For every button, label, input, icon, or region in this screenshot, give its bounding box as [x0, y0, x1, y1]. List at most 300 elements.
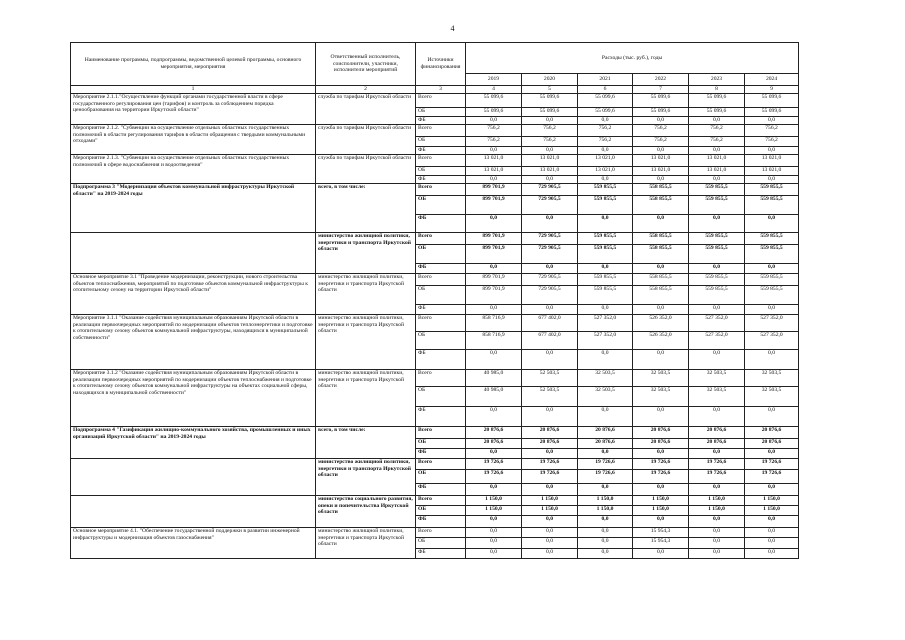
row-value: 0,0: [466, 528, 522, 538]
row-value: 32 503,5: [745, 387, 799, 407]
row-value: 899 701,9: [466, 184, 522, 196]
row-value: 0,0: [745, 215, 799, 233]
row-value: 20 876,6: [745, 439, 799, 449]
row-value: 13 021,0: [745, 155, 799, 167]
row-value: 0,0: [689, 176, 745, 184]
row-value: 0,0: [689, 549, 745, 559]
row-source: ФБ: [416, 516, 466, 528]
row-source: ФБ: [416, 305, 466, 315]
row-value: 20 876,6: [689, 427, 745, 439]
header-expenses: Расходы (тыс. руб.), годы: [466, 43, 799, 74]
row-value: 0,0: [522, 215, 578, 233]
row-value: 40 985,0: [466, 387, 522, 407]
row-value: 0,0: [745, 449, 799, 459]
row-value: 0,0: [689, 117, 745, 125]
row-value: 1 150,0: [689, 496, 745, 506]
row-value: 0,0: [689, 407, 745, 427]
table-row: [71, 274, 799, 286]
row-value: 558 855,5: [633, 196, 689, 215]
column-number: 9: [745, 86, 799, 94]
row-value: 19 726,6: [745, 459, 799, 470]
row-source: ФБ: [416, 147, 466, 155]
row-source: ОБ: [416, 439, 466, 449]
row-value: 0,0: [745, 528, 799, 538]
row-value: 899 701,9: [466, 274, 522, 286]
table-row: [71, 233, 799, 245]
row-value: 756,2: [689, 137, 745, 147]
row-value: 19 726,6: [633, 459, 689, 470]
row-executor: министерство жилищной политики, энергетики и транспорта Иркутской области: [316, 528, 416, 559]
row-value: 20 876,6: [578, 439, 633, 449]
row-value: 55 099,6: [578, 94, 633, 108]
row-value: 559 855,5: [689, 274, 745, 286]
header-name: Наименование программы, подпрограммы, ведомственной целевой программы, основного мероприятия, мероприятия: [71, 43, 316, 86]
row-name: Основное мероприятие 3.1 "Проведение модернизации, реконструкции, нового строительства объектов теплоснабжения, мероприятий по подготовке объектов коммунальной инфраструктуры к отопительному сезону на территории Иркутской области": [71, 274, 316, 315]
page-number: 4: [450, 24, 455, 33]
row-value: 55 099,6: [633, 94, 689, 108]
row-executor: служба по тарифам Иркутской области: [316, 94, 416, 125]
row-value: 559 855,5: [578, 245, 633, 264]
row-source: ОБ: [416, 506, 466, 516]
row-value: 0,0: [466, 176, 522, 184]
row-source: ОБ: [416, 167, 466, 176]
row-value: 0,0: [689, 449, 745, 459]
budget-table: [70, 42, 799, 559]
row-value: 55 099,6: [633, 108, 689, 117]
row-value: 19 726,6: [745, 470, 799, 484]
row-value: 0,0: [633, 549, 689, 559]
row-value: 0,0: [633, 516, 689, 528]
row-value: 19 726,6: [522, 470, 578, 484]
row-value: 55 099,6: [578, 108, 633, 117]
row-value: 13 021,0: [745, 167, 799, 176]
row-value: 756,2: [578, 125, 633, 137]
header-year: 2020: [522, 74, 578, 86]
row-value: 0,0: [578, 407, 633, 427]
header-year: 2019: [466, 74, 522, 86]
row-value: 13 021,0: [689, 155, 745, 167]
header-year: 2024: [745, 74, 799, 86]
row-source: ФБ: [416, 117, 466, 125]
row-executor: всего, в том числе:: [316, 184, 416, 233]
row-source: ФБ: [416, 484, 466, 496]
row-value: 1 150,0: [466, 506, 522, 516]
table-row: [71, 184, 799, 196]
row-value: 0,0: [745, 176, 799, 184]
row-value: 0,0: [633, 117, 689, 125]
row-source: Всего: [416, 233, 466, 245]
row-value: 756,2: [633, 125, 689, 137]
row-value: 899 701,9: [466, 245, 522, 264]
row-value: 0,0: [689, 264, 745, 274]
row-executor: министерство жилищной политики, энергетики и транспорта Иркутской области: [316, 459, 416, 496]
row-value: 559 855,5: [745, 274, 799, 286]
row-value: 0,0: [522, 350, 578, 370]
row-value: 0,0: [745, 264, 799, 274]
row-value: 1 150,0: [466, 496, 522, 506]
row-value: 0,0: [522, 538, 578, 549]
row-value: 527 352,0: [745, 315, 799, 332]
row-value: 527 352,0: [578, 332, 633, 350]
row-value: 0,0: [466, 305, 522, 315]
row-value: 0,0: [633, 484, 689, 496]
row-value: 0,0: [522, 449, 578, 459]
row-value: 0,0: [689, 538, 745, 549]
row-source: ОБ: [416, 108, 466, 117]
row-value: 13 021,0: [578, 155, 633, 167]
row-value: 559 855,5: [745, 184, 799, 196]
row-executor: министерство жилищной политики, энергетики и транспорта Иркутской области: [316, 315, 416, 370]
row-value: 15 954,3: [633, 528, 689, 538]
row-value: 0,0: [578, 516, 633, 528]
row-value: 0,0: [578, 305, 633, 315]
row-value: 19 726,6: [689, 470, 745, 484]
row-name: [71, 233, 316, 274]
row-source: ОБ: [416, 137, 466, 147]
row-value: 559 855,5: [745, 233, 799, 245]
column-number: 1: [71, 86, 316, 94]
row-value: 0,0: [522, 117, 578, 125]
row-value: 559 855,5: [745, 286, 799, 305]
row-value: 32 503,5: [633, 370, 689, 387]
row-value: 1 150,0: [633, 506, 689, 516]
row-value: 0,0: [466, 407, 522, 427]
row-value: 19 726,6: [689, 459, 745, 470]
row-source: Всего: [416, 528, 466, 538]
row-value: 0,0: [633, 407, 689, 427]
row-source: ФБ: [416, 215, 466, 233]
row-value: 20 876,6: [578, 427, 633, 439]
row-name: Мероприятие 3.1.1 "Оказание содействия муниципальным образованиям Иркутской области в реализации первоочередных мероприятий по модернизации объектов теплоэнергетики и подготовке к отопительному сезону объектов коммунальной инфраструктуры, находящихся в муниципальной собственности": [71, 315, 316, 370]
row-value: 527 352,0: [745, 332, 799, 350]
row-value: 19 726,6: [466, 470, 522, 484]
row-value: 0,0: [578, 176, 633, 184]
table-row: [71, 370, 799, 387]
row-value: 0,0: [466, 117, 522, 125]
table-row: [71, 427, 799, 439]
row-value: 729 905,5: [522, 233, 578, 245]
row-executor: служба по тарифам Иркутской области: [316, 155, 416, 184]
table-row: [71, 315, 799, 332]
row-value: 526 352,0: [633, 332, 689, 350]
row-value: 0,0: [633, 350, 689, 370]
row-source: ОБ: [416, 470, 466, 484]
row-name: [71, 459, 316, 496]
row-value: 729 905,5: [522, 184, 578, 196]
row-value: 0,0: [689, 516, 745, 528]
row-executor: всего, в том числе:: [316, 427, 416, 459]
header-year: 2023: [689, 74, 745, 86]
row-value: 0,0: [522, 528, 578, 538]
row-value: 0,0: [633, 215, 689, 233]
row-value: 20 876,6: [522, 439, 578, 449]
row-value: 527 352,0: [689, 332, 745, 350]
row-value: 0,0: [689, 305, 745, 315]
row-value: 20 876,6: [466, 427, 522, 439]
row-value: 559 855,5: [578, 184, 633, 196]
row-value: 0,0: [522, 264, 578, 274]
row-value: 756,2: [522, 137, 578, 147]
column-number: 5: [522, 86, 578, 94]
row-value: 0,0: [745, 407, 799, 427]
row-value: 559 855,5: [578, 233, 633, 245]
row-value: 0,0: [745, 147, 799, 155]
row-value: 899 701,9: [466, 233, 522, 245]
row-value: 0,0: [466, 449, 522, 459]
row-source: ФБ: [416, 264, 466, 274]
row-value: 20 876,6: [745, 427, 799, 439]
row-value: 0,0: [466, 147, 522, 155]
row-name: Подпрограмма 3 "Модернизация объектов коммунальной инфраструктуры Иркутской области" на 2019-2024 годы: [71, 184, 316, 233]
row-source: ФБ: [416, 176, 466, 184]
column-number: 8: [689, 86, 745, 94]
row-value: 0,0: [578, 350, 633, 370]
row-executor: министерство жилищной политики, энергетики и транспорта Иркутской области: [316, 370, 416, 427]
row-value: 0,0: [522, 516, 578, 528]
row-value: 20 876,6: [689, 439, 745, 449]
row-source: ФБ: [416, 350, 466, 370]
header-year: 2022: [633, 74, 689, 86]
row-value: 0,0: [522, 305, 578, 315]
row-name: Мероприятие 2.1.1."Осуществление функций органами государственной власти в сфере государственного регулирования цен (тарифов) и контроль за соблюдением порядка ценообразования на территории Иркутской области": [71, 94, 316, 125]
row-source: Всего: [416, 496, 466, 506]
row-value: 55 099,6: [689, 94, 745, 108]
row-value: 0,0: [689, 147, 745, 155]
row-value: 0,0: [578, 147, 633, 155]
row-value: 1 150,0: [578, 506, 633, 516]
row-value: 0,0: [578, 449, 633, 459]
row-value: 558 855,5: [633, 274, 689, 286]
row-value: 0,0: [578, 549, 633, 559]
row-value: 0,0: [689, 528, 745, 538]
row-value: 729 905,5: [522, 286, 578, 305]
row-value: 0,0: [633, 264, 689, 274]
row-value: 13 021,0: [633, 167, 689, 176]
row-value: 13 021,0: [522, 167, 578, 176]
row-value: 756,2: [578, 137, 633, 147]
row-value: 15 954,3: [633, 538, 689, 549]
row-source: ФБ: [416, 549, 466, 559]
row-value: 558 855,5: [633, 245, 689, 264]
column-number: 3: [416, 86, 466, 94]
row-value: 559 855,5: [689, 184, 745, 196]
row-value: 0,0: [633, 176, 689, 184]
row-value: 559 855,5: [689, 245, 745, 264]
row-value: 0,0: [466, 549, 522, 559]
row-value: 13 021,0: [633, 155, 689, 167]
row-value: 52 503,5: [522, 370, 578, 387]
row-value: 0,0: [745, 350, 799, 370]
row-value: 13 021,0: [466, 155, 522, 167]
row-value: 19 726,6: [633, 470, 689, 484]
row-value: 1 150,0: [689, 506, 745, 516]
row-value: 677 402,0: [522, 315, 578, 332]
row-source: Всего: [416, 155, 466, 167]
row-source: ОБ: [416, 196, 466, 215]
row-source: ФБ: [416, 449, 466, 459]
header-year: 2021: [578, 74, 633, 86]
row-value: 558 855,5: [633, 184, 689, 196]
row-value: 0,0: [745, 516, 799, 528]
row-value: 52 503,5: [522, 387, 578, 407]
row-value: 729 905,5: [522, 245, 578, 264]
row-value: 1 150,0: [633, 496, 689, 506]
row-source: Всего: [416, 315, 466, 332]
row-value: 55 099,6: [466, 94, 522, 108]
row-value: 55 099,6: [745, 108, 799, 117]
row-source: Всего: [416, 125, 466, 137]
row-source: Всего: [416, 274, 466, 286]
row-value: 559 855,5: [745, 196, 799, 215]
row-value: 677 402,0: [522, 332, 578, 350]
row-value: 1 150,0: [745, 506, 799, 516]
row-value: 19 726,6: [522, 459, 578, 470]
row-source: Всего: [416, 94, 466, 108]
row-value: 0,0: [578, 484, 633, 496]
row-value: 20 876,6: [633, 427, 689, 439]
row-source: Всего: [416, 370, 466, 387]
row-source: ОБ: [416, 387, 466, 407]
row-value: 0,0: [745, 484, 799, 496]
row-value: 0,0: [522, 407, 578, 427]
row-executor: министерство жилищной политики, энергетики и транспорта Иркутской области: [316, 233, 416, 274]
row-value: 0,0: [745, 305, 799, 315]
row-value: 0,0: [689, 215, 745, 233]
row-value: 20 876,6: [466, 439, 522, 449]
row-value: 899 701,9: [466, 196, 522, 215]
row-value: 558 855,5: [633, 233, 689, 245]
row-source: Всего: [416, 184, 466, 196]
row-value: 32 503,5: [578, 370, 633, 387]
row-value: 756,2: [745, 137, 799, 147]
row-value: 729 905,5: [522, 196, 578, 215]
row-value: 20 876,6: [522, 427, 578, 439]
row-value: 0,0: [689, 350, 745, 370]
row-value: 756,2: [745, 125, 799, 137]
row-value: 0,0: [578, 215, 633, 233]
column-number: 4: [466, 86, 522, 94]
row-value: 559 855,5: [745, 245, 799, 264]
row-value: 0,0: [466, 264, 522, 274]
row-source: Всего: [416, 459, 466, 470]
row-name: [71, 496, 316, 528]
row-value: 526 352,0: [633, 315, 689, 332]
row-name: Подпрограмма 4 "Газификация жилищно-коммунального хозяйства, промышленных и иных организаций Иркутской области" на 2019-2024 годы: [71, 427, 316, 459]
row-value: 1 150,0: [522, 506, 578, 516]
row-value: 559 855,5: [578, 286, 633, 305]
row-value: 32 503,5: [745, 370, 799, 387]
row-value: 1 150,0: [522, 496, 578, 506]
column-number: 7: [633, 86, 689, 94]
row-value: 13 021,0: [578, 167, 633, 176]
row-name: Мероприятие 2.1.3. "Субвенции на осуществление отдельных областных государственных полномочий в сфере водоснабжения и водоотведения": [71, 155, 316, 184]
row-value: 40 985,0: [466, 370, 522, 387]
row-value: 756,2: [466, 137, 522, 147]
row-value: 0,0: [745, 549, 799, 559]
table-row: [71, 94, 799, 108]
table-row: [71, 496, 799, 506]
row-value: 0,0: [466, 484, 522, 496]
table-row: [71, 125, 799, 137]
row-value: 55 099,6: [522, 94, 578, 108]
row-value: 858 716,9: [466, 332, 522, 350]
row-value: 0,0: [466, 538, 522, 549]
row-value: 729 905,5: [522, 274, 578, 286]
row-value: 32 503,5: [689, 370, 745, 387]
row-value: 55 099,6: [689, 108, 745, 117]
row-value: 559 855,5: [689, 196, 745, 215]
row-value: 32 503,5: [633, 387, 689, 407]
row-value: 756,2: [522, 125, 578, 137]
row-value: 0,0: [745, 538, 799, 549]
row-source: ФБ: [416, 407, 466, 427]
row-value: 527 352,0: [689, 315, 745, 332]
row-value: 0,0: [522, 147, 578, 155]
column-number: 2: [316, 86, 416, 94]
row-name: Мероприятие 2.1.2. "Субвенции на осуществление отдельных областных государственных полномочий в области регулирования тарифов в области обращения с твердыми коммунальными отходами": [71, 125, 316, 155]
row-executor: министерство жилищной политики, энергетики и транспорта Иркутской области: [316, 274, 416, 315]
row-value: 55 099,6: [522, 108, 578, 117]
row-value: 527 352,0: [578, 315, 633, 332]
row-value: 19 726,6: [466, 459, 522, 470]
row-value: 0,0: [578, 264, 633, 274]
row-value: 858 716,9: [466, 315, 522, 332]
row-value: 558 855,5: [633, 286, 689, 305]
row-value: 13 021,0: [522, 155, 578, 167]
row-source: ОБ: [416, 538, 466, 549]
row-executor: министерство социального развития, опеки и попечительства Иркутской области: [316, 496, 416, 528]
row-value: 0,0: [578, 117, 633, 125]
row-name: Мероприятие 3.1.2 "Оказание содействия муниципальным образованиям Иркутской области в реализации первоочередных мероприятий по модернизации объектов теплоснабжения и подготовке к отопительному сезону объектов коммунальной инфраструктуры на объектах социальной сферы, находящихся в муниципальной собственности": [71, 370, 316, 427]
row-source: ОБ: [416, 245, 466, 264]
row-source: ОБ: [416, 332, 466, 350]
row-value: 0,0: [522, 484, 578, 496]
row-value: 20 876,6: [633, 439, 689, 449]
row-value: 756,2: [689, 125, 745, 137]
row-value: 32 503,5: [689, 387, 745, 407]
row-value: 0,0: [689, 484, 745, 496]
row-value: 0,0: [578, 538, 633, 549]
row-value: 559 855,5: [578, 274, 633, 286]
row-source: ОБ: [416, 286, 466, 305]
row-value: 32 503,5: [578, 387, 633, 407]
row-value: 899 701,9: [466, 286, 522, 305]
column-number: 6: [578, 86, 633, 94]
row-value: 0,0: [578, 528, 633, 538]
row-value: 13 021,0: [466, 167, 522, 176]
row-value: 55 099,6: [466, 108, 522, 117]
row-value: 559 855,5: [578, 196, 633, 215]
row-value: 559 855,5: [689, 233, 745, 245]
table-row: [71, 459, 799, 470]
row-value: 756,2: [466, 125, 522, 137]
table-row: [71, 528, 799, 538]
row-value: 55 099,6: [745, 94, 799, 108]
row-executor: служба по тарифам Иркутской области: [316, 125, 416, 155]
row-value: 19 726,6: [578, 459, 633, 470]
row-value: 0,0: [466, 215, 522, 233]
row-value: 0,0: [466, 516, 522, 528]
row-value: 0,0: [466, 350, 522, 370]
row-value: 19 726,6: [578, 470, 633, 484]
row-value: 0,0: [522, 176, 578, 184]
row-value: 756,2: [633, 137, 689, 147]
row-source: Всего: [416, 427, 466, 439]
row-value: 0,0: [633, 449, 689, 459]
row-value: 1 150,0: [745, 496, 799, 506]
row-value: 0,0: [522, 549, 578, 559]
row-value: 13 021,0: [689, 167, 745, 176]
